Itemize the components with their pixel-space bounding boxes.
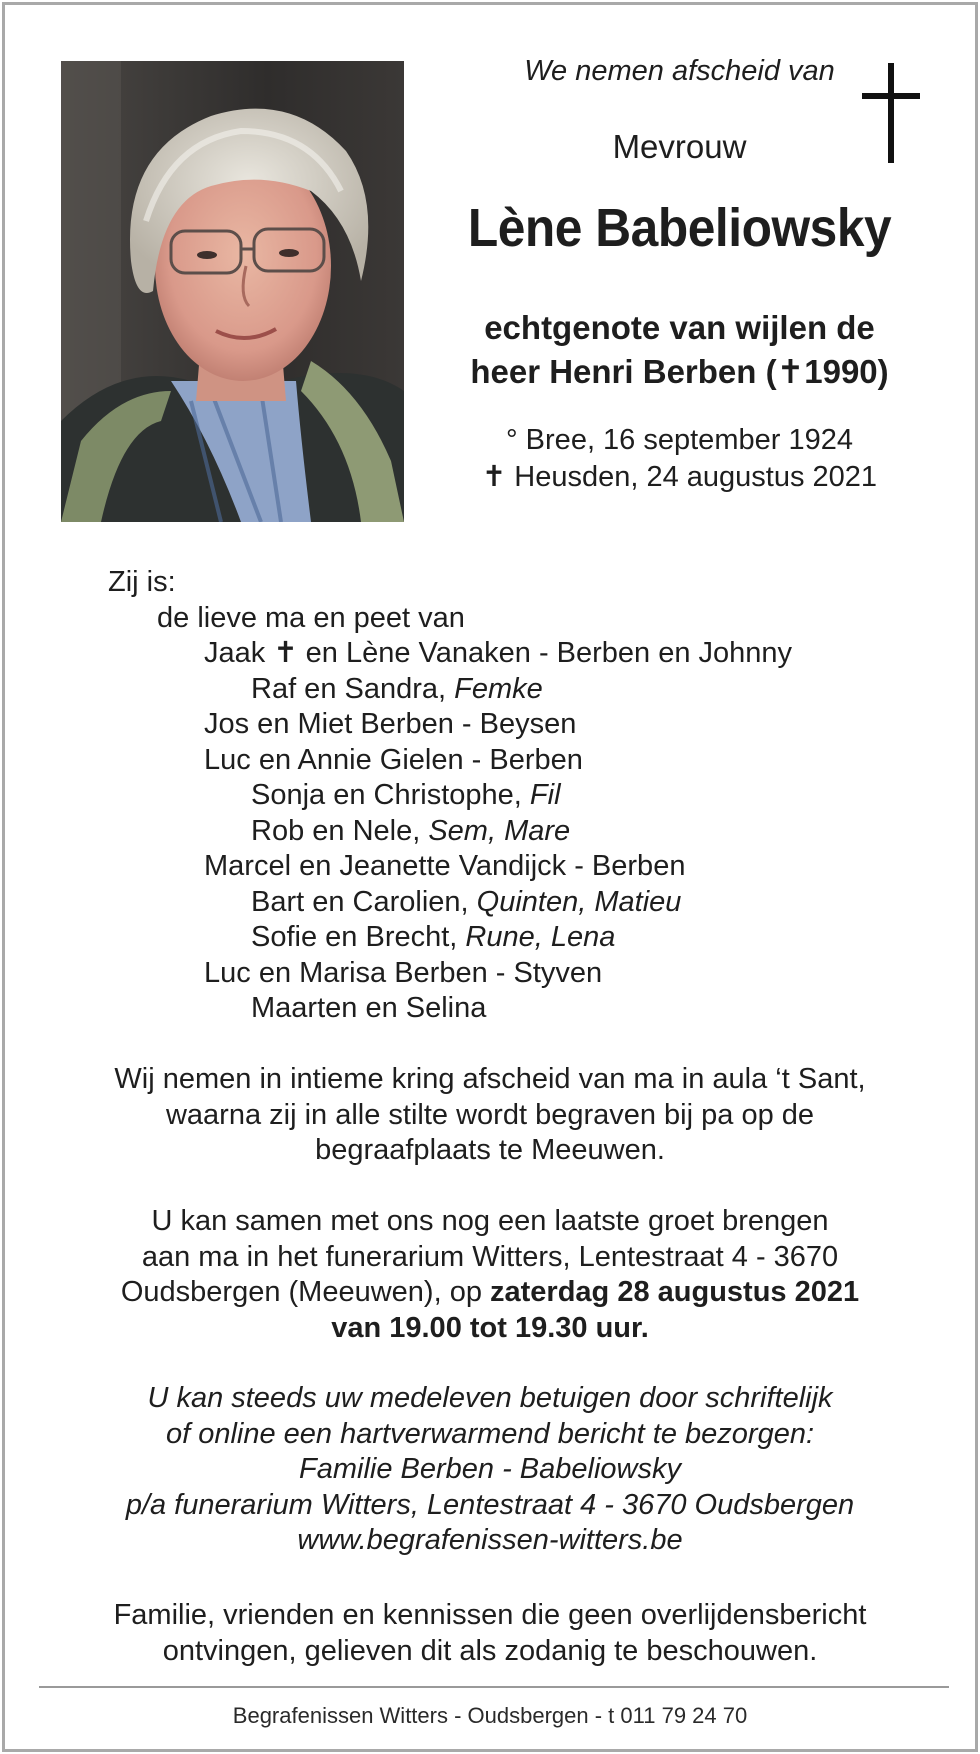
visit-line (65, 1275, 915, 1311)
condolence-line: of online een hartverwarmend bericht te bezorgen: (165, 1417, 815, 1450)
condolence-paragraph (65, 1381, 915, 1559)
obituary-card (2, 2, 978, 1752)
farewell-line: Wij nemen in intieme kring afscheid van ma in aula ‘t Sant, (114, 1063, 866, 1095)
family-children: Femke (454, 672, 543, 705)
visit-time: van 19.00 tot 19.30 uur. (331, 1311, 649, 1344)
family-line (251, 920, 615, 956)
portrait-photo (61, 61, 404, 522)
farewell-line: waarna zij in alle stilte wordt begraven bij pa op de (165, 1098, 815, 1131)
footer-contact: Begrafenissen Witters - Oudsbergen - t 011 79 24 70 (232, 1703, 748, 1728)
family-children: Rune, Lena (465, 921, 616, 953)
spouse-line-1: echtgenote van wijlen de (484, 309, 875, 346)
family-intro: Zij is: (108, 566, 176, 598)
death-date: ✝ Heusden, 24 augustus 2021 (481, 461, 878, 493)
family-line: Luc en Annie Gielen - Berben (204, 743, 583, 776)
family-line (251, 885, 681, 921)
farewell-line: begraafplaats te Meeuwen. (315, 1134, 665, 1166)
deceased-name: Lène Babeliowsky (467, 198, 892, 258)
condolence-address: p/a funerarium Witters, Lentestraat 4 - 3670 Oudsbergen (125, 1488, 855, 1521)
family-names: Sonja en Christophe, (251, 779, 530, 811)
family-line (251, 672, 543, 708)
birth-date: ° Bree, 16 september 1924 (506, 424, 853, 456)
spouse-line-2: heer Henri Berben (✝1990) (470, 353, 889, 390)
family-line (251, 814, 570, 850)
family-children: Quinten, Matieu (476, 885, 682, 918)
family-names: Rob en Nele, (251, 814, 429, 847)
visit-date: zaterdag 28 augustus 2021 (490, 1276, 860, 1308)
family-line: Jaak ✝ en Lène Vanaken - Berben en Johnny (204, 637, 793, 669)
spouse-block (417, 306, 942, 394)
family-names: Sofie en Brecht, (251, 921, 466, 953)
visit-line: aan ma in het funerarium Witters, Lentestraat 4 - 3670 (141, 1240, 839, 1273)
family-names: Bart en Carolien, (251, 885, 477, 918)
condolence-website: www.begrafenissen-witters.be (297, 1524, 683, 1556)
condolence-family: Familie Berben - Babeliowsky (299, 1453, 681, 1485)
footer-divider (39, 1686, 949, 1688)
family-line: Luc en Marisa Berben - Styven (204, 956, 603, 989)
portrait-photo-graphic (61, 61, 404, 522)
family-line: Jos en Miet Berben - Beysen (204, 708, 577, 740)
family-line: Marcel en Jeanette Vandijck - Berben (204, 850, 686, 882)
closing-line: Familie, vrienden en kennissen die geen overlijdensbericht (113, 1599, 867, 1631)
condolence-line: U kan steeds uw medeleven betuigen door schriftelijk (147, 1382, 833, 1414)
visit-place: Oudsbergen (Meeuwen), op (120, 1276, 491, 1308)
dates-block (417, 422, 942, 496)
visit-line: U kan samen met ons nog een laatste groet brengen (151, 1205, 829, 1237)
family-lead: de lieve ma en peet van (157, 601, 465, 634)
closing-paragraph (65, 1598, 915, 1669)
family-children: Fil (529, 779, 561, 811)
family-line: Maarten en Selina (251, 992, 487, 1024)
family-children: Sem, Mare (428, 814, 571, 847)
salutation: Mevrouw (612, 128, 747, 165)
farewell-paragraph (65, 1062, 915, 1169)
closing-line: ontvingen, gelieven dit als zodanig te beschouwen. (162, 1634, 818, 1667)
visit-paragraph (65, 1204, 915, 1346)
family-names: Raf en Sandra, (251, 672, 455, 705)
family-line (251, 778, 561, 814)
intro-line: We nemen afscheid van (524, 55, 835, 87)
